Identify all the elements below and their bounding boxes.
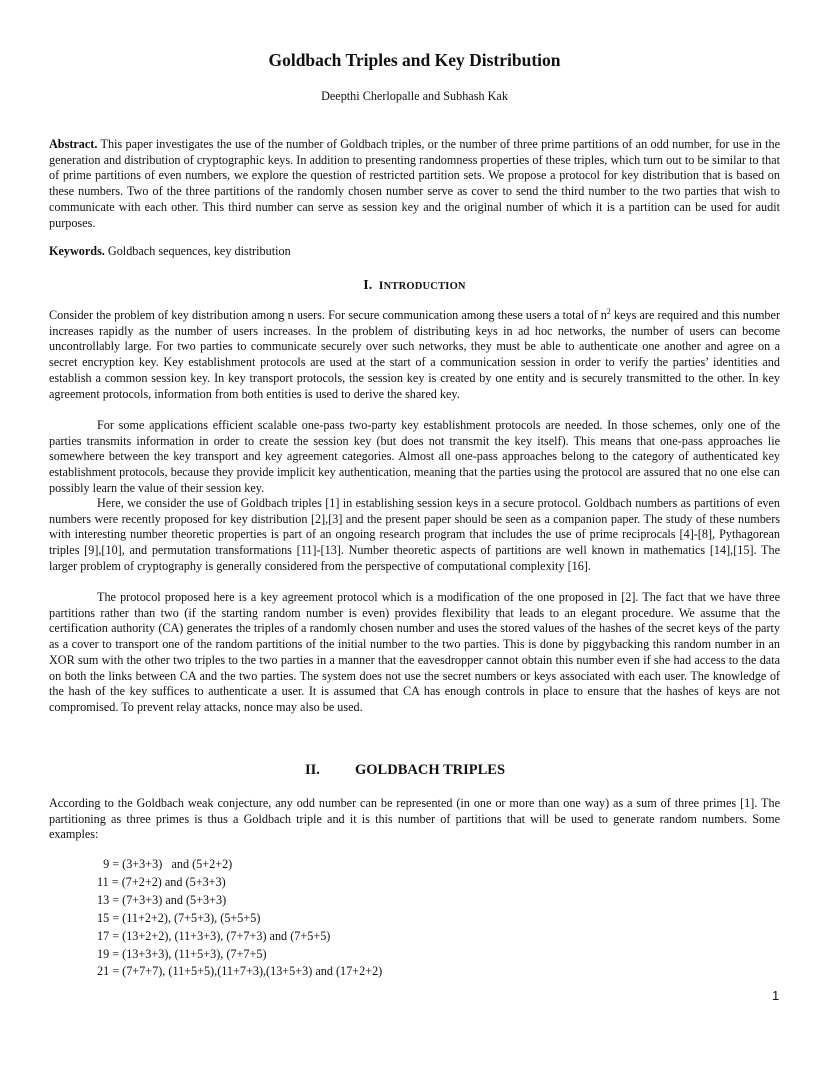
intro-paragraph-1	[49, 308, 780, 402]
example-line: 15 = (11+2+2), (7+5+3), (5+5+5)	[97, 910, 261, 925]
abstract-label: Abstract.	[49, 137, 98, 151]
paper-authors: Deepthi Cherlopalle and Subhash Kak	[321, 89, 508, 103]
keywords-text: Goldbach sequences, key distribution	[104, 244, 291, 258]
section-number: I.	[363, 278, 373, 293]
page-number: 1	[772, 988, 780, 1003]
section-heading-introduction	[49, 277, 780, 294]
abstract-text: This paper investigates the use of the number of Goldbach triples, or the number of three prime partitions of an odd number, for use in the generation and distribution of cryptographic keys. In addition to presenting randomness properties of these triples, which turn out to be similar to that of prime partitions of even numbers, we explore the question of restricted partition sets. We propose a protocol for key distribution that is based on these numbers. Two of the three partitions of the randomly chosen number serve as cover to send the third number to the two parties that wish to communicate with each other. This third number can serve as session key and the original number of which it is a partition can be used for audit purposes.	[49, 137, 780, 230]
section2-intro-paragraph: According to the Goldbach weak conjecture, any odd number can be represented (in one or more than one way) as a sum of three primes [1]. The partitioning as three primes is thus a Goldbach triple and it is this number of partitions that will be used to generate random numbers. Some examples:	[49, 796, 780, 842]
intro-p1-a: Consider the problem of key distribution among n users. For secure communication among these users a total of n	[49, 308, 607, 322]
paper-title: Goldbach Triples and Key Distribution	[268, 50, 561, 70]
example-line: 13 = (7+3+3) and (5+3+3)	[97, 892, 227, 907]
intro-paragraph-4: The protocol proposed here is a key agreement protocol which is a modification of the one proposed in [2]. The fact that we have three partitions rather than two (if the starting random number is even) provides flexibility that leads to an elegant procedure. We assume that the certification authority (CA) generates the triples of a randomly chosen number and uses the stored values of the hashes of the secret keys of the party as a cover to transport one of the random partitions of the initial number to the two parties. This is done by piggybacking this random number in an XOR sum with the other two triples to the two parties in a manner that the eavesdropper cannot obtain this number even if she had access to the data on both the links between CA and the two parties. The system does not use the secret numbers or keys associated with each user. The knowledge of the hash of the key suffices to authenticate a user. It is assumed that CA has enough controls in place to ensure that the hashes of keys are not compromised. To prevent relay attacks, nonce may also be used.	[49, 590, 780, 714]
intro-paragraph-3: Here, we consider the use of Goldbach triples [1] in establishing session keys in a secure protocol. Goldbach numbers as partitions of even numbers were recently proposed for key distribution [2],[3] and the present paper should be seen as a companion paper. The study of these numbers with interesting number theoretic properties is part of an ongoing research program that includes the use of prime reciprocals [4]-[8], Pythagorean triples [9],[10], and permutation transformations [11]-[13]. Number theoretic aspects of partitions are well known in mathematics [14],[15]. The larger problem of cryptography is generally considered from the perspective of computational complexity [16].	[49, 496, 780, 573]
section-title-first: I	[378, 278, 384, 292]
example-line: 11 = (7+2+2) and (5+3+3)	[97, 874, 226, 889]
intro-paragraph-2: For some applications efficient scalable one-pass two-party key establishment protocols are needed. In those schemes, only one of the parties transmits information in order to create the session key (but does not transmit the key itself). This means that one-pass approaches lie somewhere between the key transport and key agreement categories. Almost all one-pass approaches belong to the category of authenticated key establishment protocols, because they provide implicit key authentication, meaning that the parties using the protocol are assured that no one else can possibly learn the value of their session key.	[49, 418, 780, 495]
section2-title: GOLDBACH TRIPLES	[355, 762, 506, 778]
example-line: 19 = (13+3+3), (11+5+3), (7+7+5)	[97, 946, 267, 961]
keywords-paragraph	[49, 244, 780, 260]
abstract-paragraph	[49, 137, 780, 231]
example-line: 9 = (3+3+3) and (5+2+2)	[97, 857, 233, 871]
keywords-label: Keywords.	[49, 244, 105, 258]
example-line: 17 = (13+2+2), (11+3+3), (7+7+3) and (7+5+5)	[97, 928, 331, 943]
example-line: 21 = (7+7+7), (11+5+5),(11+7+3),(13+5+3) and (17+2+2)	[97, 964, 383, 979]
intro-p1-sup: 2	[606, 306, 611, 316]
section-title-rest: NTRODUCTION	[383, 281, 466, 292]
goldbach-examples-list	[97, 856, 382, 981]
section2-number: II.	[305, 762, 320, 778]
intro-p1-b: keys are required and this number increases rapidly as the number of users increases. In the problem of distributing keys in ad hoc networks, the number of users can become uncontrollably large. For two parties to communicate securely over such networks, they must be able to authenticate one another and agree on a secret encryption key. Key establishment protocols are used at the start of a communication session in order to verify the parties’ identities and establish a common session key. In key transport protocols, the session key is created by one entity and is securely transmitted to the other. In key agreement protocols, information from both entities is used to derive the shared key.	[49, 308, 780, 401]
